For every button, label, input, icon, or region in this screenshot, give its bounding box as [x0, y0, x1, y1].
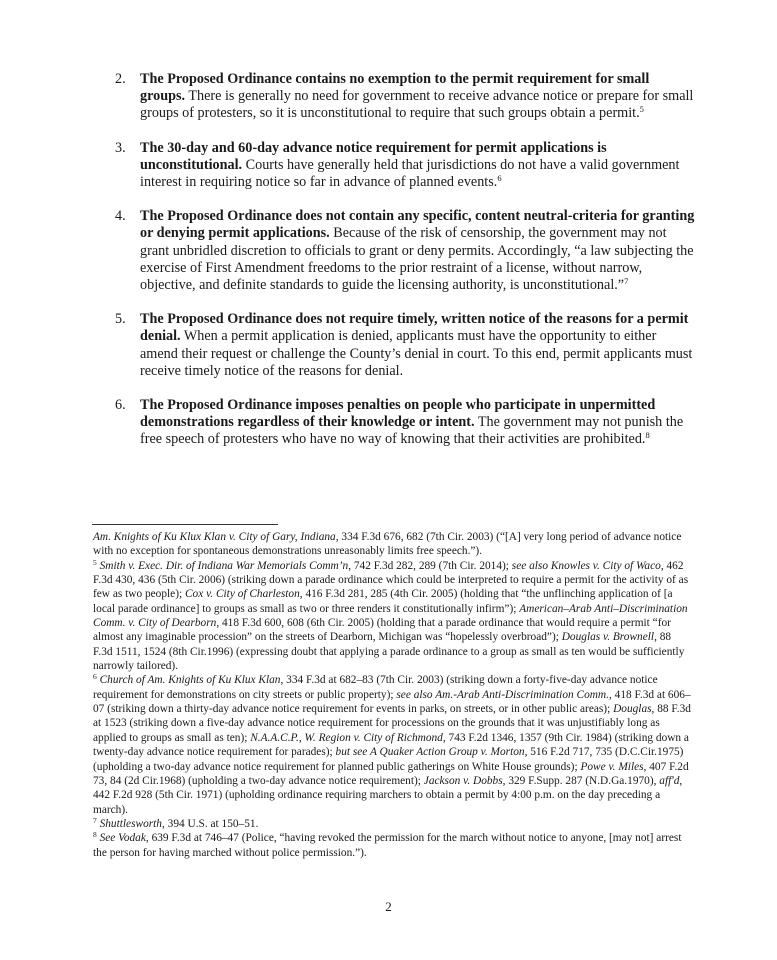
list-item [115, 311, 695, 380]
item-heading: The Proposed Ordinance imposes penalties on people who participate in unpermitted demonstrations regardless of their knowledge or intent. [140, 397, 656, 431]
citation-text: , 334 F.3d 676, 682 (7th Cir. 2003) (“[A] very long period of advance notice with no exception for spontaneous demonstrations unreasonably limits free speech.”). [93, 531, 682, 558]
item-number: 2. [115, 71, 126, 87]
footnote-mark: 8 [93, 830, 97, 840]
footnote [93, 673, 693, 816]
footnote-divider [92, 524, 278, 525]
citation-case-name: Douglas v. Brownell [561, 631, 655, 644]
item-body: Courts have generally held that jurisdictions do not have a valid government interest in requiring notice so far in advance of planned events. [140, 156, 680, 191]
citation-text: , 462 F.3d 430, 436 (5th Cir. 2006) (striking down a parade ordinance which could be interpreted to require a permit for the activity of as few as two people); [93, 559, 689, 601]
footnote-ref[interactable]: 8 [645, 430, 650, 441]
citation-text: , 418 F.3d 600, 608 (6th Cir. 2005) (holding that a parade ordinance that would require a permit “for almost any imaginable procession” on the streets of Dearborn, Michigan was “hopelessly overbroad”); [93, 617, 671, 644]
citation-text: , 407 F.2d 73, 84 (2d Cir.1968) (upholding a two-day advance notice requirement); [93, 760, 689, 787]
footnote-mark: 6 [93, 672, 97, 682]
citation-text: , 88 F.3d 1511, 1524 (8th Cir.1996) (expressing doubt that applying a parade ordinance to a group as small as ten would be sufficiently narrowly tailored). [93, 631, 685, 673]
citation-case-name: Cox v. City of Charleston [184, 588, 300, 601]
page-number: 2 [385, 899, 392, 914]
citation-case-name: Douglas [613, 703, 652, 716]
citation-text: , 639 F.3d at 746–47 (Police, “having revoked the permission for the march without notice to anyone, [may not] arrest the person for having marched without police permission.”). [93, 832, 682, 859]
citation-case-name: Smith v. Exec. Dir. of Indiana War Memorials Comm’n [96, 559, 349, 572]
numbered-list [115, 71, 695, 466]
footnote [93, 559, 693, 674]
citation-case-name: N.A.A.C.P., W. Region v. City of Richmond [250, 731, 443, 744]
citation-case-name: aff'd [659, 774, 680, 787]
citation-case-name: see also Am.-Arab Anti-Discrimination Comm. [396, 688, 609, 701]
item-number: 4. [115, 208, 126, 225]
item-heading: The Proposed Ordinance does not require timely, written notice of the reasons for a permit denial. [140, 311, 689, 345]
list-item [115, 140, 695, 192]
citation-case-name: See Vodak [96, 832, 146, 845]
item-number: 3. [115, 139, 126, 156]
item-heading: The 30-day and 60-day advance notice requirement for permit applications is unconstitutional. [140, 139, 607, 173]
citation-case-name: Am. Knights of Ku Klux Klan v. City of Gary, Indiana [93, 531, 336, 543]
footnote [93, 817, 693, 831]
citation-case-name: Shuttlesworth [96, 817, 162, 830]
citation-text: , 442 F.2d 928 (5th Cir. 1971) (upholding ordinance requiring marchers to obtain a permit by 4:00 p.m. on the day preceding a march). [93, 774, 683, 816]
item-heading: The Proposed Ordinance does not contain any specific, content neutral-criteria for granting or denying permit applications. [140, 208, 695, 242]
item-body: When a permit application is denied, applicants must have the opportunity to either amend their request or challenge the County’s denial in court. To this end, permit applicants must receive timely notice of the reasons for denial. [140, 328, 693, 379]
citation-text: , 743 F.2d 1346, 1357 (9th Cir. 1984) (striking down a twenty-day advance notice requirement for parades); [93, 731, 689, 759]
citation-text: , 329 F.Supp. 287 (N.D.Ga.1970), [502, 774, 660, 787]
citation-case-name: Jackson v. Dobbs [423, 774, 503, 787]
citation-text: , 334 F.3d at 682–83 (7th Cir. 2003) (striking down a forty-five-day advance notice requirement for demonstrations on city streets or public property); [93, 674, 658, 701]
footnote [93, 831, 693, 860]
citation-text: , 394 U.S. at 150–51. [161, 817, 259, 830]
footnote-mark: 5 [93, 557, 97, 567]
item-number: 6. [115, 397, 126, 414]
item-heading: The Proposed Ordinance contains no exemption to the permit requirement for small groups. [140, 71, 650, 105]
citation-text: , 88 F.3d at 1523 (striking down a five-day advance notice requirement for processions on the grounds that it was unjustifiably long as applied to groups as small as ten); [93, 703, 691, 744]
citation-case-name: but see A Quaker Action Group v. Morton [335, 746, 525, 759]
citation-case-name: see also Knowles v. City of Waco [511, 559, 661, 572]
item-body: The government may not punish the free speech of protesters who have no way of knowing that their activities are prohibited. [140, 414, 684, 448]
citation-text: , 516 F.2d 717, 735 (D.C.Cir.1975) (upholding a two-day advance notice requirement for planned public gatherings on White House grounds); [93, 746, 684, 773]
list-item [115, 397, 695, 449]
item-body: There is generally no need for government to receive advance notice or prepare for small groups of protesters, so it is unconstitutional to require that such groups obtain a permit. [140, 88, 694, 122]
item-body: Because of the risk of censorship, the government may not grant unbridled discretion to officials to grant or deny permits. Accordingly, “a law subjecting the exercise of First Amendment freedoms to the prior restraint of a license, without narrow, objective, and definite standards to guide the licensing authority, is unconstitutional.” [140, 225, 694, 294]
citation-case-name: American–Arab Anti–Discrimination Comm. v. City of Dearborn [93, 602, 688, 630]
footnote [93, 530, 693, 559]
citation-text: , 418 F.3d at 606–07 (striking down a thirty-day advance notice requirement for events in parks, on streets, or in other public areas); [93, 688, 691, 716]
citation-case-name: Powe v. Miles [580, 760, 644, 773]
item-number: 5. [115, 311, 126, 328]
list-item [115, 71, 695, 123]
footnotes-section [93, 530, 693, 860]
citation-text: , 416 F.3d 281, 285 (4th Cir. 2005) (holding that “the unflinching application of [a local parade ordinance] to groups as small as two or three renders it constitutionally infirm”); [93, 588, 673, 615]
citation-text: , 742 F.3d 282, 289 (7th Cir. 2014); [348, 559, 512, 572]
footnote-mark: 7 [93, 815, 97, 825]
footnote-ref[interactable]: 6 [497, 173, 502, 184]
footnote-ref[interactable]: 7 [624, 276, 629, 287]
list-item [115, 208, 695, 294]
footnote-ref[interactable]: 5 [639, 104, 644, 115]
citation-case-name: Church of Am. Knights of Ku Klux Klan [96, 674, 281, 687]
